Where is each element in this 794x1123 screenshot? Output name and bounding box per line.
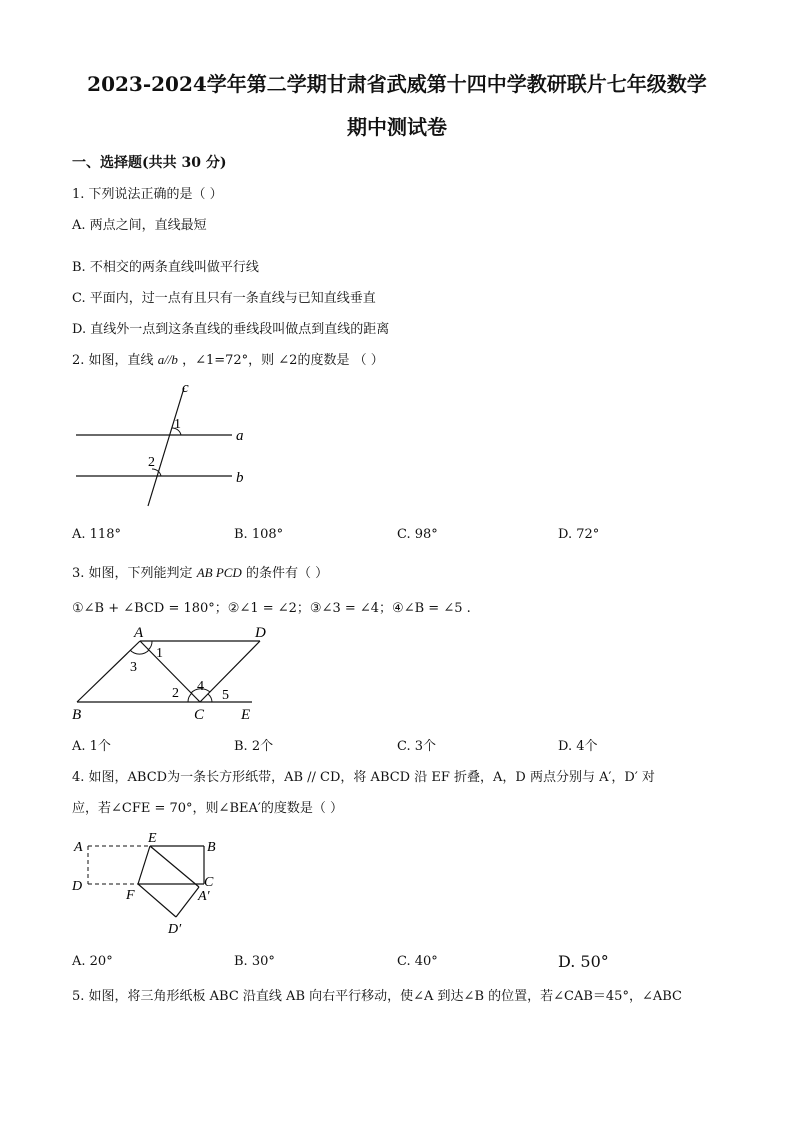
q2-figure (60, 378, 280, 516)
segment-ea2 (150, 846, 199, 887)
segment-ef (138, 846, 150, 884)
q4-figure (64, 826, 244, 940)
label-E: E (241, 707, 251, 723)
q4-option-b: B. 30° (234, 954, 275, 969)
label-1: 1 (156, 646, 163, 661)
q3-option-a: A. 1个 (72, 739, 111, 754)
q1-option-b: B. 不相交的两条直线叫做平行线 (72, 260, 259, 275)
label-D: D (72, 879, 83, 894)
q3-option-b: B. 2个 (234, 739, 274, 754)
angle2-arc (152, 469, 161, 476)
section-heading: 一、选择题(共共 30 分) (72, 155, 227, 171)
label-4: 4 (197, 679, 204, 694)
doc-title-line1: 2023-2024学年第二学期甘肃省武威第十四中学教研联片七年级数学 (87, 72, 707, 96)
q2-stem-mid: ，∠1=72°，则 ∠2的度数是 （ ） (182, 353, 384, 368)
angle1-arc (148, 641, 152, 650)
label-E: E (148, 831, 157, 846)
label-B: B (72, 707, 82, 723)
q2-option-b: B. 108° (234, 527, 284, 542)
q2-option-c: C. 98° (397, 527, 438, 542)
q4-option-d: D. 50° (558, 952, 609, 971)
q1-option-d: D. 直线外一点到这条直线的垂线段叫做点到直线的距离 (72, 322, 390, 337)
q3-figure (64, 620, 284, 726)
q2-option-d: D. 72° (558, 527, 600, 542)
label-D: D (255, 625, 266, 641)
label-A: A (74, 840, 83, 855)
q5-stem: 5. 如图，将三角形纸板 ABC 沿直线 AB 向右平行移动，使∠A 到达∠B 的位置，若∠CAB＝45°，∠ABC (72, 989, 682, 1004)
q1-option-a: A. 两点之间，直线最短 (72, 218, 207, 233)
label-2: 2 (172, 686, 179, 701)
q2-option-a: A. 118° (72, 527, 121, 542)
label-C: C (204, 875, 214, 890)
label-a: a (236, 428, 244, 444)
segment-fd2 (138, 884, 176, 917)
q4-stem-line1: 4. 如图，ABCD为一条长方形纸带，AB // CD，将 ABCD 沿 EF 折叠，A，D 两点分别与 A′，D′ 对 (72, 770, 655, 785)
q1-stem: 1. 下列说法正确的是（ ） (72, 187, 223, 202)
q3-stem-prefix: 3. 如图，下列能判定 (72, 566, 193, 581)
label-D-prime: D′ (168, 922, 182, 937)
q2-stem-prefix: 2. 如图，直线 (72, 353, 154, 368)
line-c (148, 388, 184, 506)
label-B: B (207, 840, 216, 855)
q3-conditions: ①∠B + ∠BCD = 180°；②∠1 = ∠2；③∠3 = ∠4；④∠B = ∠5 . (72, 601, 471, 616)
q3-option-c: C. 3个 (397, 739, 437, 754)
q4-stem-line2: 应，若∠CFE = 70°，则∠BEA′的度数是（ ） (72, 801, 343, 816)
q3-option-d: D. 4个 (558, 739, 598, 754)
label-angle1: 1 (174, 417, 181, 432)
label-c: c (182, 380, 189, 396)
q3-stem (72, 562, 328, 581)
label-b: b (236, 470, 244, 486)
q3-stem-suffix: 的条件有（ ） (245, 566, 329, 581)
angle3-arc (130, 650, 149, 654)
label-A-prime: A′ (198, 889, 210, 904)
label-C: C (194, 707, 205, 723)
segment-d2a2 (176, 887, 199, 917)
q3-stem-math: AB PCD (196, 565, 242, 580)
label-3: 3 (130, 660, 137, 675)
q2-stem-math: a//b (157, 352, 178, 367)
q2-stem (72, 349, 384, 368)
label-A: A (134, 625, 144, 641)
q1-option-c: C. 平面内，过一点有且只有一条直线与已知直线垂直 (72, 291, 376, 306)
q4-option-c: C. 40° (397, 954, 438, 969)
label-5: 5 (222, 688, 229, 703)
label-F: F (126, 888, 135, 903)
segment-dc (200, 641, 260, 702)
angle5-arc (208, 694, 212, 702)
doc-title-line2: 期中测试卷 (347, 115, 447, 139)
q4-option-a: A. 20° (72, 954, 113, 969)
label-angle2: 2 (148, 455, 155, 470)
angle2-arc (188, 693, 192, 702)
